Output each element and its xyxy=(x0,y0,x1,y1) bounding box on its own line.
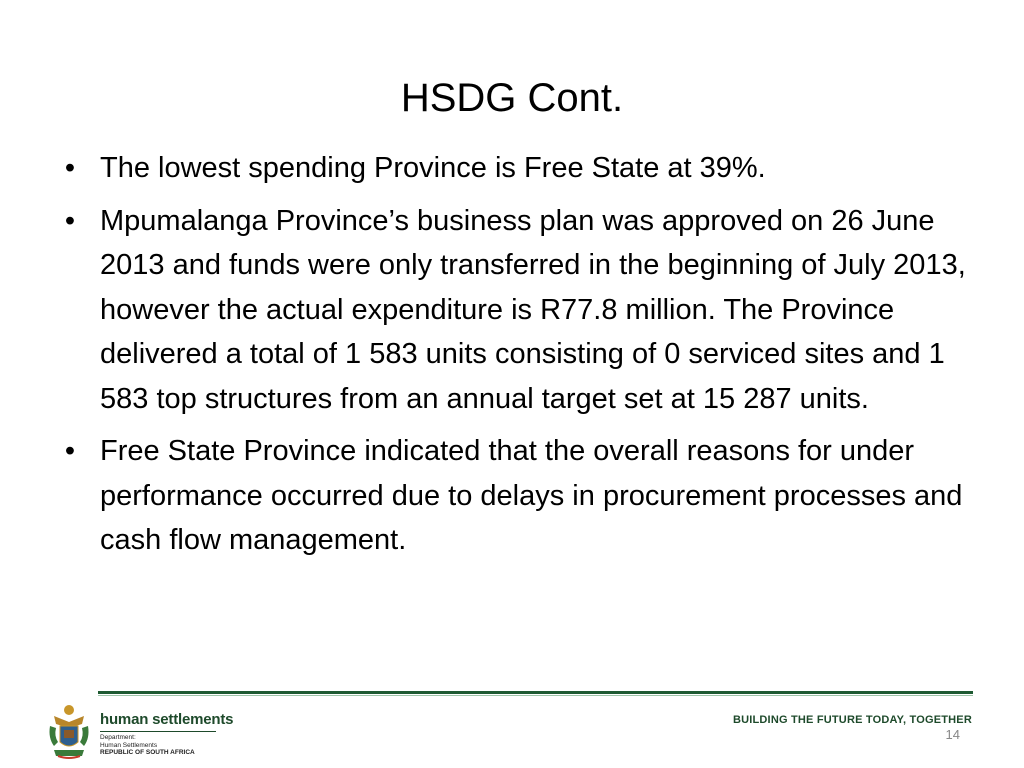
department-full-name: Human Settlements xyxy=(100,741,158,749)
footer-divider xyxy=(98,691,973,694)
department-name: human settlements xyxy=(100,711,234,728)
bullet-icon: • xyxy=(64,152,76,184)
list-item xyxy=(60,199,980,422)
bullet-icon: • xyxy=(64,435,76,467)
bullet-text: Mpumalanga Province’s business plan was approved on 26 June 2013 and funds were only transferred in the beginning of July 2013, however the actual expenditure is R77.8 million. The Province delivered a total of 1 583 units consisting of 0 serviced sites and 1 583 top structures from an annual target set at 15 287 units. xyxy=(100,204,966,415)
list-item xyxy=(60,429,980,563)
department-divider xyxy=(100,731,216,732)
slide-title: HSDG Cont. xyxy=(400,76,624,120)
bullet-text: Free State Province indicated that the overall reasons for under performance occurred due to delays in procurement processes and cash flow management. xyxy=(100,435,963,556)
coat-of-arms-icon xyxy=(46,702,92,762)
bullet-icon: • xyxy=(64,204,76,237)
bullet-text: The lowest spending Province is Free State at 39%. xyxy=(100,152,766,184)
department-details xyxy=(100,734,195,757)
list-item xyxy=(60,146,980,191)
bullet-list xyxy=(60,146,980,571)
department-label: Department: xyxy=(100,734,136,741)
country-name: REPUBLIC OF SOUTH AFRICA xyxy=(100,749,195,756)
page-number: 14 xyxy=(945,727,960,742)
footer-tagline: BUILDING THE FUTURE TODAY, TOGETHER xyxy=(732,714,972,726)
footer-divider-light xyxy=(98,695,973,696)
